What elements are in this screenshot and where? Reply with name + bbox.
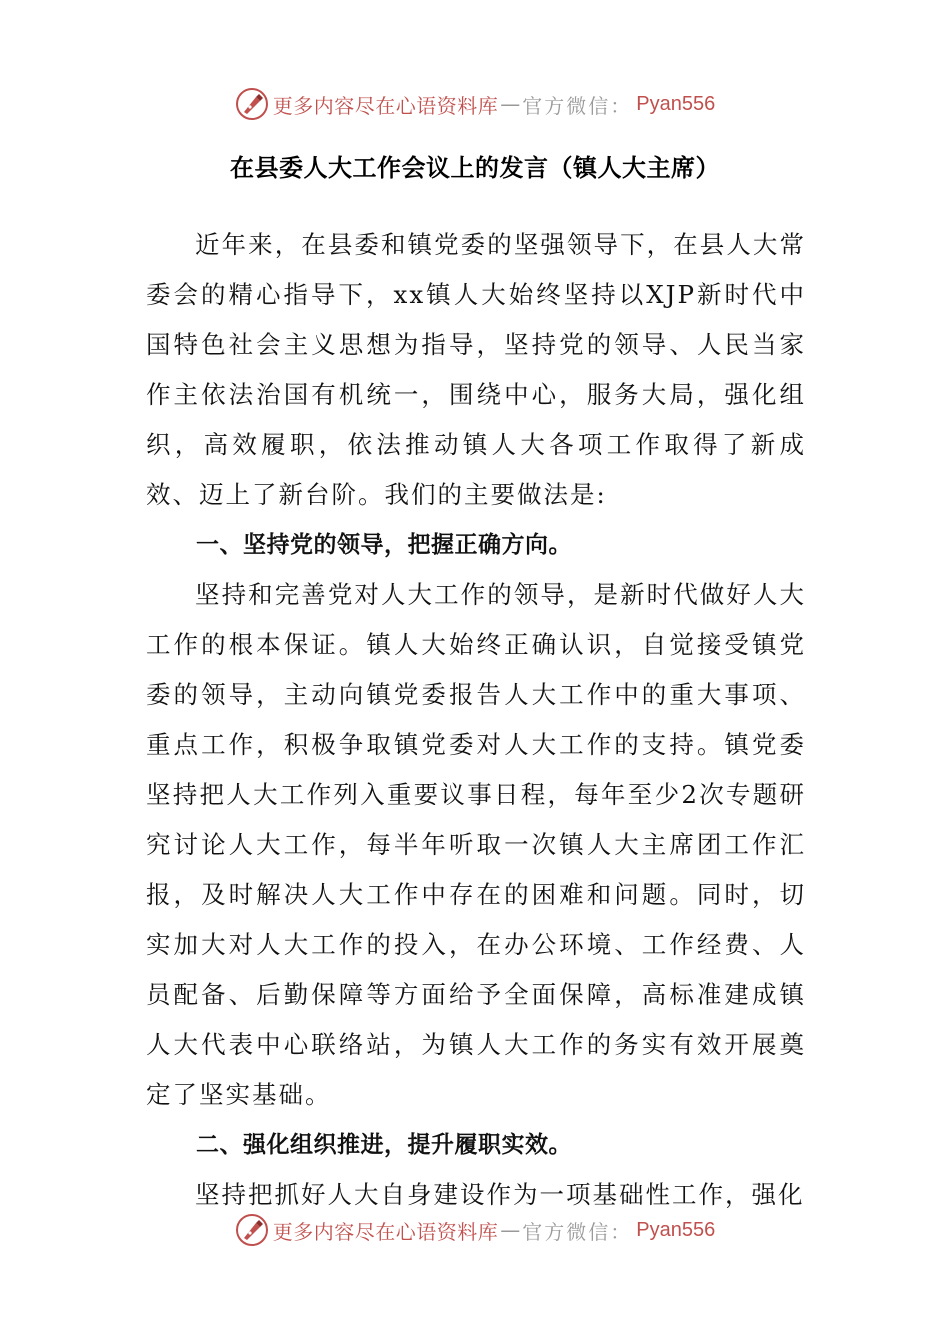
paragraph: 坚持和完善党对人大工作的领导，是新时代做好人大工作的根本保证。镇人大始终正确认识，自觉接受镇党委的领导，主动向镇党委报告人大工作中的重大事项、重点工作，积极争取镇党委对人大工作的支持。镇党委坚持把人大工作列入重要议事日程，每年至少2次专题研究讨论人大工作，每半年听取一次镇人大主席团工作汇报，及时解决人大工作中存在的困难和问题。同时，切实加大对人大工作的投入，在办公环境、工作经费、人员配备、后勤保障等方面给予全面保障，高标准建成镇人大代表中心联络站，为镇人大工作的务实有效开展奠定了坚实基础。 [146, 580, 806, 1109]
wechat-id: Pyan556 [636, 92, 716, 115]
paragraph: 坚持把抓好人大自身建设作为一项基础性工作，强化 [195, 1180, 805, 1209]
paragraph: 近年来，在县委和镇党委的坚强领导下，在县人大常委会的精心指导下，xx镇人大始终坚持以XJP新时代中国特色社会主义思想为指导，坚持党的领导、人民当家作主依法治国有机统一，围绕中心，服务大局，强化组织，高效履职，依法推动镇人大各项工作取得了新成效、迈上了新台阶。我们的主要做法是: [146, 230, 806, 509]
official-wechat-label: 官方微信： [522, 1219, 633, 1244]
header-banner [0, 84, 950, 124]
separator-dash: — [500, 92, 521, 116]
promo-text: 更多内容尽在心语资料库 [272, 1219, 499, 1244]
document-title: 在县委人大工作会议上的发言（镇人大主席） [230, 154, 720, 182]
separator-dash: — [500, 1218, 521, 1242]
wechat-id: Pyan556 [636, 1218, 716, 1241]
section-heading: 二、强化组织推进，提升履职实效。 [196, 1132, 572, 1158]
pen-nib-logo-icon [235, 87, 269, 121]
official-wechat-label: 官方微信： [522, 93, 633, 118]
pen-nib-logo-icon [235, 1213, 269, 1247]
section-heading: 一、坚持党的领导，把握正确方向。 [196, 532, 572, 558]
promo-text: 更多内容尽在心语资料库 [272, 93, 499, 118]
footer-banner [0, 1210, 950, 1250]
document-body [146, 220, 806, 1220]
